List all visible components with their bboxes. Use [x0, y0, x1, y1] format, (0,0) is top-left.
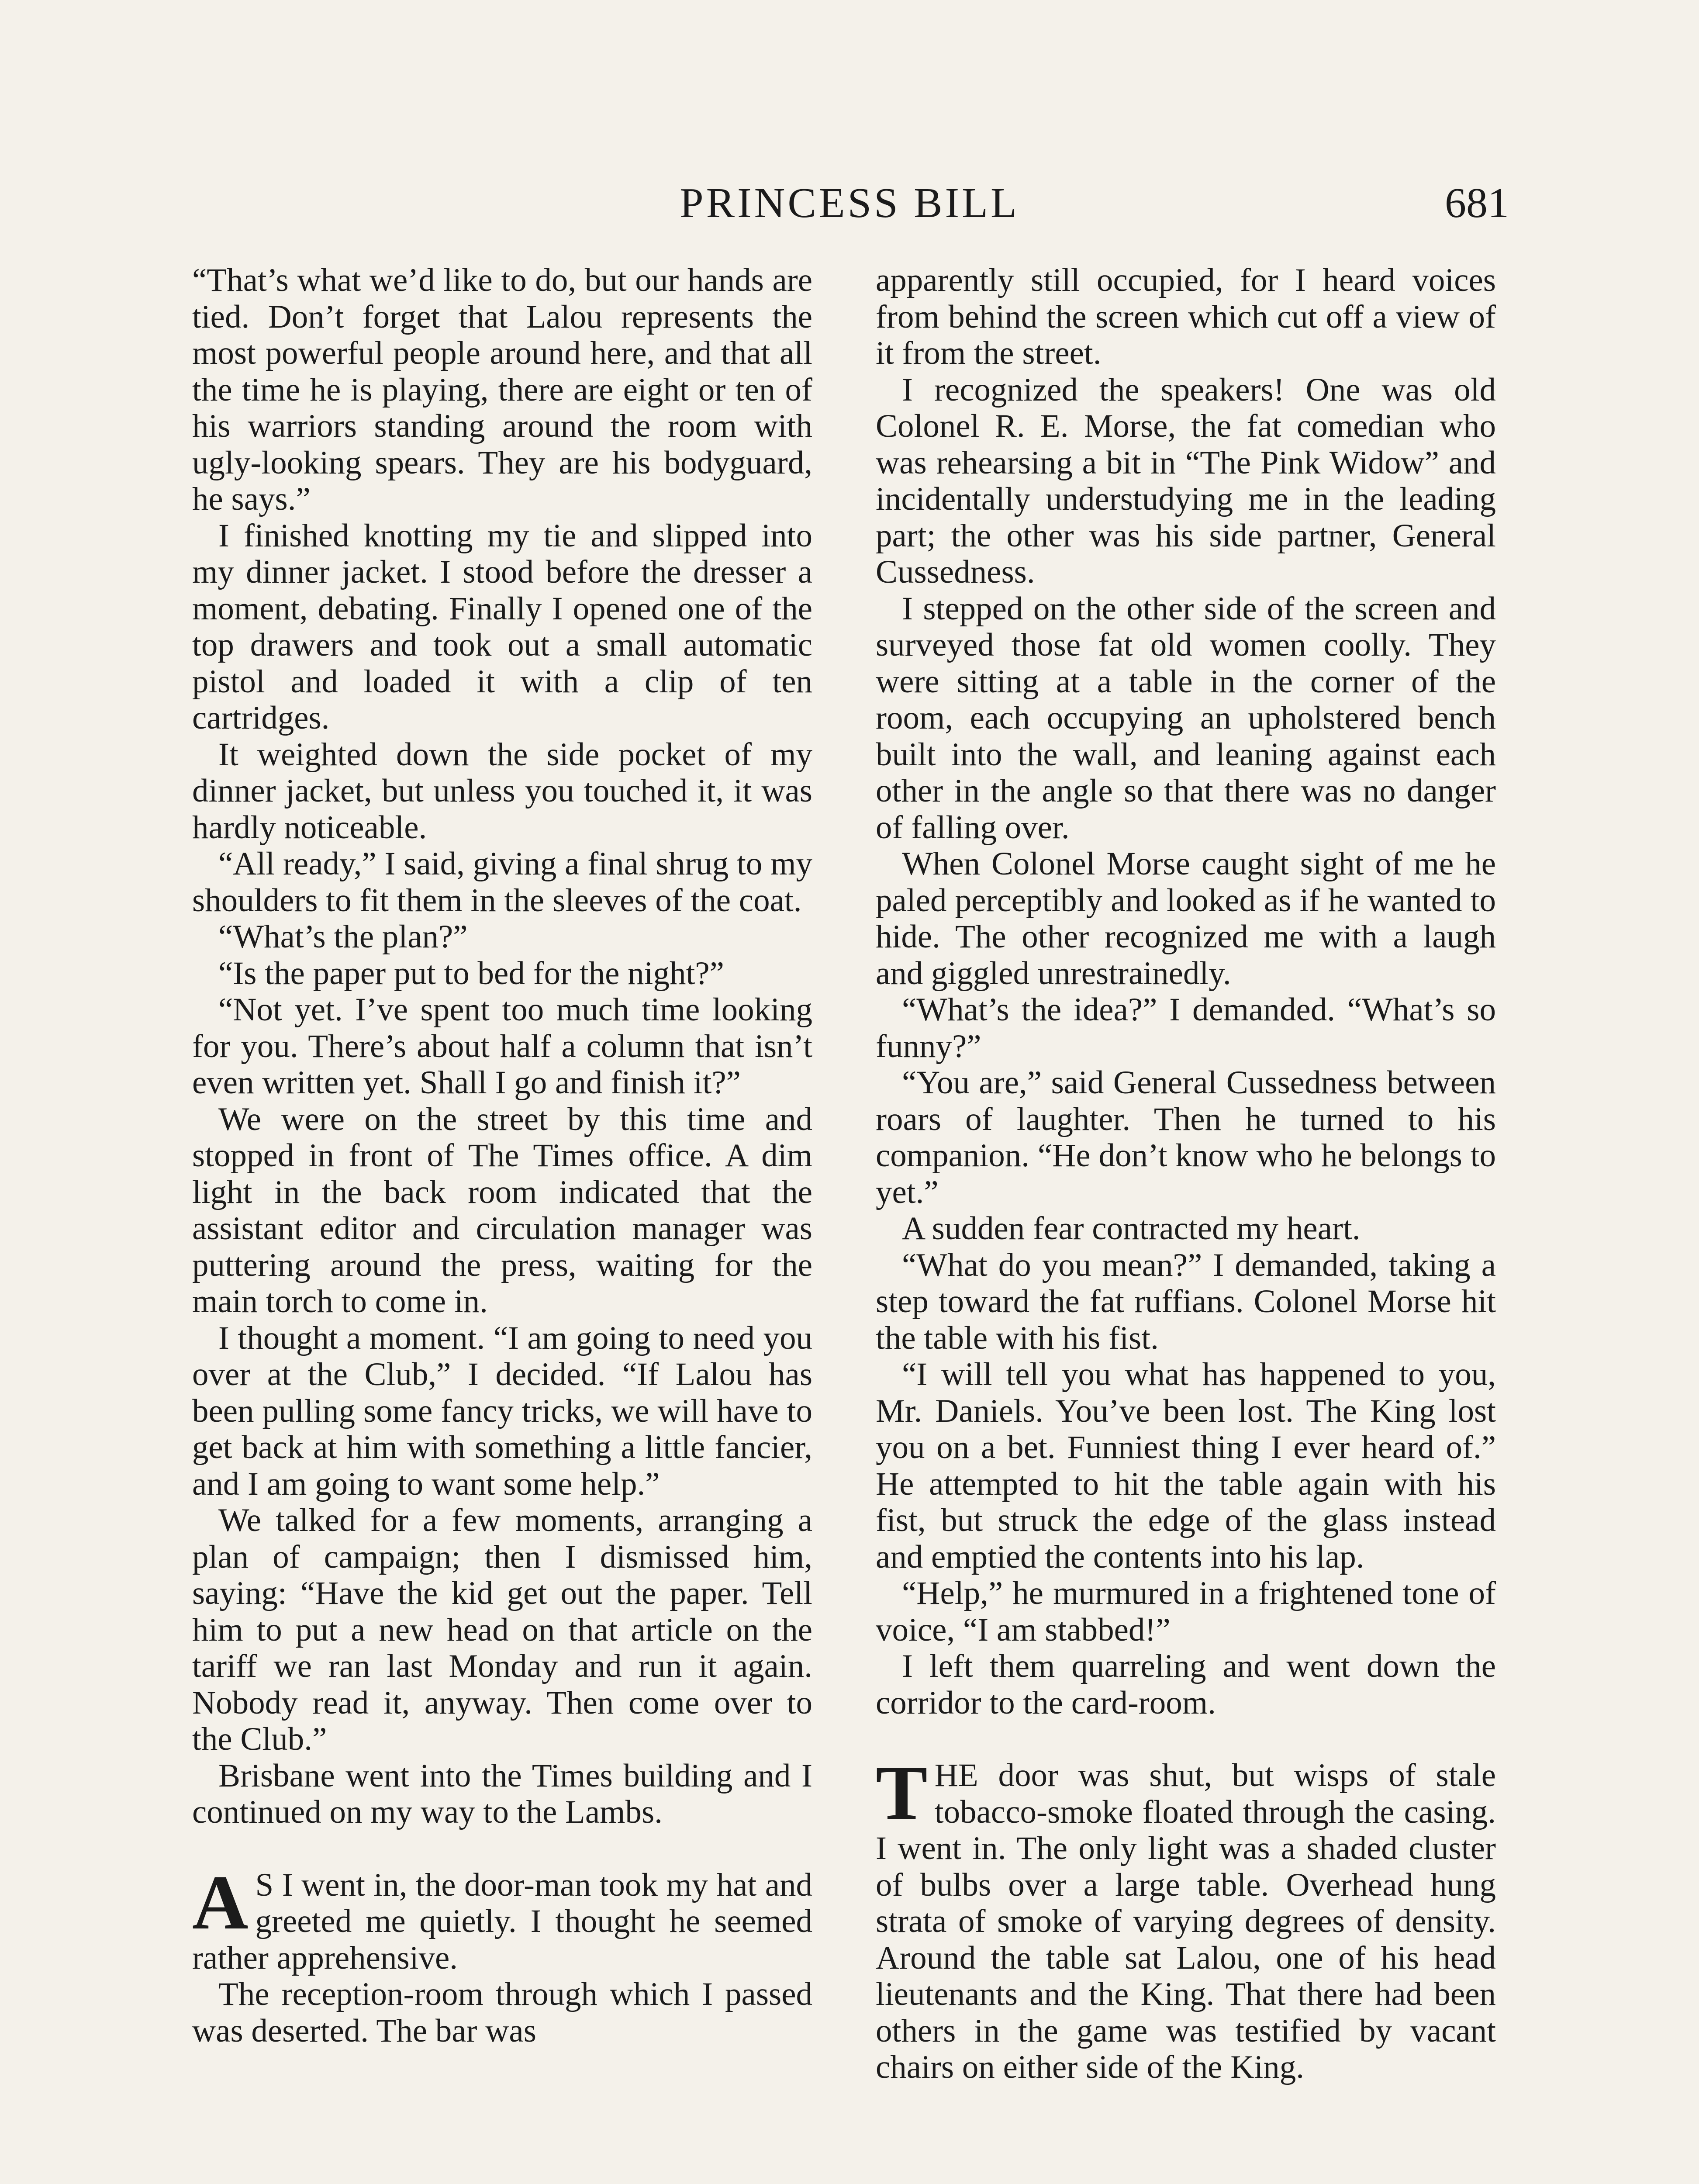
paragraph: We were on the street by this time and stopped in front of The Times office. A dim light in the back room indicated that the assistant editor and circulation manager was puttering around the press, waiting for the main torch to come in.	[192, 1101, 812, 1320]
paragraph: “I will tell you what has happened to you, Mr. Daniels. You’ve been lost. The King lost you on a bet. Funniest thing I ever heard of.” He attempted to hit the table again with his fist, but struck the edge of the glass instead and emptied the contents into his lap.	[876, 1356, 1496, 1575]
page-number: 681	[1445, 180, 1509, 227]
page-title: PRINCESS BILL	[680, 180, 1019, 227]
paragraph: “That’s what we’d like to do, but our hands are tied. Don’t forget that Lalou represents the most powerful people around here, and that all the time he is playing, there are eight or ten of his warriors standing around the room with ugly-looking spears. They are his bodyguard, he says.”	[192, 262, 812, 517]
running-head	[0, 173, 1699, 234]
paragraph: “What do you mean?” I demanded, taking a step toward the fat ruffians. Colonel Morse hit the table with his fist.	[876, 1247, 1496, 1356]
paragraph: It weighted down the side pocket of my dinner jacket, but unless you touched it, it was hardly noticeable.	[192, 736, 812, 846]
section-text: S I went in, the door-man took my hat and greeted me quietly. I thought he seemed rather apprehensive.	[192, 1866, 812, 1976]
right-column	[876, 262, 1496, 2086]
left-column	[192, 262, 812, 2049]
paragraph: “Not yet. I’ve spent too much time looking for you. There’s about half a column that isn’t even written yet. Shall I go and finish it?”	[192, 992, 812, 1101]
paragraph: I thought a moment. “I am going to need you over at the Club,” I decided. “If Lalou has been pulling some fancy tricks, we will have to get back at him with something a little fancier, and I am going to want some help.”	[192, 1320, 812, 1502]
paragraph: When Colonel Morse caught sight of me he paled perceptibly and looked as if he wanted to hide. The other recognized me with a laugh and giggled unrestrainedly.	[876, 846, 1496, 992]
paragraph: I left them quarreling and went down the corridor to the card-room.	[876, 1648, 1496, 1721]
paragraph: I recognized the speakers! One was old Colonel R. E. Morse, the fat comedian who was rehearsing a bit in “The Pink Widow” and incidentally understudying me in the leading part; the other was his side partner, General Cussedness.	[876, 371, 1496, 590]
drop-cap: A	[192, 1859, 249, 1946]
paragraph: apparently still occupied, for I heard voices from behind the screen which cut off a view of it from the street.	[876, 262, 1496, 371]
paragraph: “You are,” said General Cussedness between roars of laughter. Then he turned to his companion. “He don’t know who he belongs to yet.”	[876, 1064, 1496, 1210]
section-opening	[876, 1749, 1496, 2086]
drop-cap: T	[876, 1749, 928, 1836]
paragraph: The reception-room through which I passed was deserted. The bar was	[192, 1976, 812, 2049]
paragraph: “What’s the idea?” I demanded. “What’s so funny?”	[876, 992, 1496, 1064]
section-text: HE door was shut, but wisps of stale tobacco-smoke floated through the casing. I went in. The only light was a shaded cluster of bulbs over a large table. Overhead hung strata of smoke of varying degrees of density. Around the table sat Lalou, one of his head lieutenants and the King. That there had been others in the game was testified by vacant chairs on either side of the King.	[876, 1757, 1496, 2085]
paragraph: “Help,” he murmured in a frightened tone of voice, “I am stabbed!”	[876, 1575, 1496, 1648]
paragraph: I stepped on the other side of the screen and surveyed those fat old women coolly. They were sitting at a table in the corner of the room, each occupying an upholstered bench built into the wall, and leaning against each other in the angle so that there was no danger of falling over.	[876, 590, 1496, 846]
paragraph: A sudden fear contracted my heart.	[902, 1210, 1361, 1247]
paragraph: I finished knotting my tie and slipped into my dinner jacket. I stood before the dresser a moment, debating. Finally I opened one of the top drawers and took out a small automatic pistol and loaded it with a clip of ten cartridges.	[192, 517, 812, 736]
paragraph: “All ready,” I said, giving a final shrug to my shoulders to fit them in the sleeves of the coat.	[192, 846, 812, 919]
paragraph: We talked for a few moments, arranging a plan of campaign; then I dismissed him, saying: “Have the kid get out the paper. Tell him to put a new head on that article on the tariff we ran last Monday and run it again. Nobody read it, anyway. Then come over to the Club.”	[192, 1502, 812, 1757]
section-opening	[192, 1859, 812, 1977]
paragraph: Brisbane went into the Times building and I continued on my way to the Lambs.	[192, 1757, 812, 1830]
paragraph: “What’s the plan?”	[218, 919, 468, 955]
paragraph: “Is the paper put to bed for the night?”	[218, 955, 724, 992]
